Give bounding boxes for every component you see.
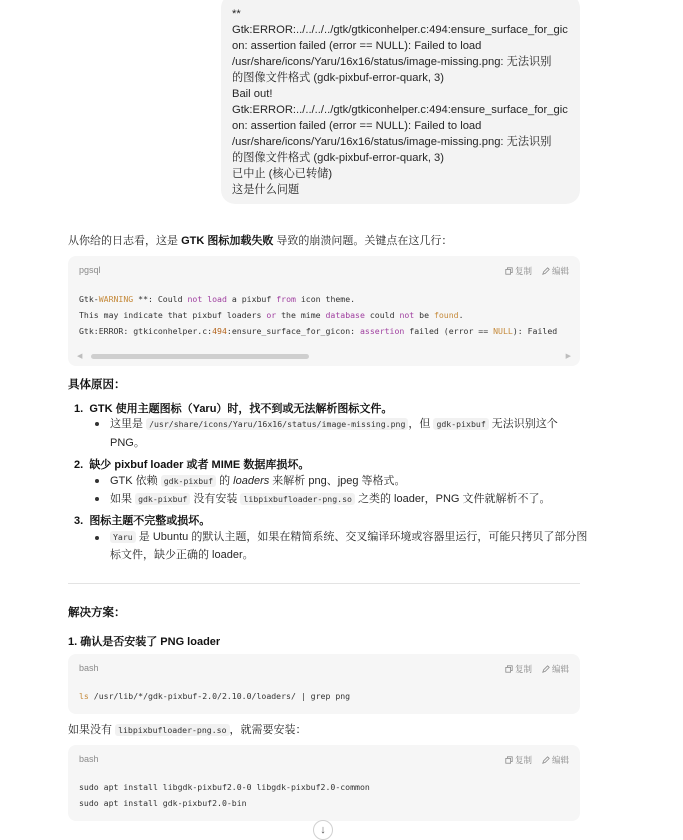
list-sub-item: GTK 依赖 gdk-pixbuf 的 loaders 来解析 png、jpeg 等格式。 [110, 475, 406, 487]
code-line: Gtk:ERROR: gtkiconhelper.c:494:ensure_surface_for_gicon: assertion failed (error == NULL): Failed [79, 326, 558, 336]
copy-button[interactable] [505, 663, 532, 675]
code-block-bash-1 [68, 654, 580, 714]
message-line: ** [232, 8, 241, 20]
intro-suffix: 导致的崩溃问题。关键点在这几行： [273, 235, 453, 247]
edit-label: 编辑 [551, 755, 569, 765]
copy-label: 复制 [514, 266, 532, 276]
code-language-label: pgsql [79, 265, 101, 275]
list-sub-item: Yaru 是 Ubuntu 的默认主题，如果在精简系统、交叉编译环境或容器里运行，可能只拷贝了部分图 [110, 528, 587, 546]
code-block-bash-2 [68, 745, 580, 821]
horizontal-scrollbar[interactable] [79, 352, 569, 360]
scroll-to-bottom-button[interactable] [313, 820, 333, 840]
bullet-dot [95, 422, 99, 426]
message-line: /usr/share/icons/Yaru/16x16/status/image-missing.png: 无法识别 [232, 136, 552, 148]
edit-button[interactable] [542, 663, 569, 675]
edit-button[interactable] [542, 754, 569, 766]
copy-icon [505, 267, 513, 275]
message-line: /usr/share/icons/Yaru/16x16/status/image-missing.png: 无法识别 [232, 56, 552, 68]
bullet-dot [95, 497, 99, 501]
code-line: sudo apt install libgdk-pixbuf2.0-0 libgdk-pixbuf2.0-common [79, 782, 370, 792]
copy-button[interactable] [505, 265, 532, 277]
list-sub-item-cont: 标文件，缺少正确的 loader。 [110, 549, 254, 561]
user-message-bubble [221, 0, 580, 204]
intro-prefix: 从你给的日志看，这是 [68, 235, 182, 247]
list-item: 2. 缺少 pixbuf loader 或者 MIME 数据库损坏。 [74, 459, 310, 471]
code-line: Gtk-WARNING **: Could not load a pixbuf from icon theme. [79, 294, 356, 304]
list-item: 1. GTK 使用主题图标（Yaru）时，找不到或无法解析图标文件。 [74, 403, 393, 415]
solution-heading: 解决方案： [68, 607, 126, 619]
message-line: on: assertion failed (error == NULL): Failed to load [232, 120, 482, 132]
edit-button[interactable] [542, 265, 569, 277]
bullet-dot [95, 479, 99, 483]
code-language-label: bash [79, 754, 99, 764]
code-line: sudo apt install gdk-pixbuf2.0-bin [79, 798, 247, 808]
code-line: ls /usr/lib/*/gdk-pixbuf-2.0/2.10.0/loaders/ | grep png [79, 691, 351, 701]
list-sub-item: 这里是 /usr/share/icons/Yaru/16x16/status/image-missing.png ，但 gdk-pixbuf 无法识别这个 [110, 418, 558, 430]
message-line: 的图像文件格式 (gdk-pixbuf-error-quark, 3) [232, 72, 444, 84]
copy-label: 复制 [514, 664, 532, 674]
code-actions [505, 663, 569, 675]
message-line: Bail out! [232, 88, 273, 100]
arrow-down-icon: ↓ [320, 823, 326, 836]
copy-label: 复制 [514, 755, 532, 765]
message-line: 这是什么问题 [232, 184, 300, 196]
scroll-left-icon[interactable]: ◀ [77, 353, 83, 360]
list-sub-item: 如果 gdk-pixbuf 没有安装 libpixbufloader-png.so 之类的 loader，PNG 文件就解析不了。 [110, 493, 551, 505]
edit-label: 编辑 [551, 664, 569, 674]
edit-label: 编辑 [551, 266, 569, 276]
message-line: 已中止 (核心已转储) [232, 168, 333, 180]
message-line: Gtk:ERROR:../../../../gtk/gtkiconhelper.c:494:ensure_surface_for_gic [232, 24, 568, 36]
pencil-icon [542, 665, 550, 673]
pencil-icon [542, 756, 550, 764]
code-line: This may indicate that pixbuf loaders or the mime database could not be found. [79, 310, 464, 320]
intro-paragraph [68, 233, 452, 249]
pencil-icon [542, 267, 550, 275]
code-block-pgsql [68, 256, 580, 366]
list-sub-item-cont: PNG。 [110, 437, 145, 449]
divider [68, 583, 580, 584]
scrollbar-thumb[interactable] [91, 354, 309, 359]
copy-button[interactable] [505, 754, 532, 766]
message-line: on: assertion failed (error == NULL): Failed to load [232, 40, 482, 52]
bullet-dot [95, 536, 99, 540]
copy-icon [505, 665, 513, 673]
code-language-label: bash [79, 663, 99, 673]
causes-heading: 具体原因： [68, 379, 126, 391]
install-note: 如果没有 libpixbufloader-png.so ，就需要安装： [68, 724, 307, 736]
step-1-heading: 1. 确认是否安装了 PNG loader [68, 636, 221, 648]
user-message-text [232, 6, 577, 198]
message-line: 的图像文件格式 (gdk-pixbuf-error-quark, 3) [232, 152, 444, 164]
scroll-right-icon[interactable]: ▶ [565, 353, 571, 360]
intro-bold: GTK 图标加载失败 [181, 235, 274, 247]
list-item: 3. 图标主题不完整或损坏。 [74, 515, 211, 527]
code-actions [505, 754, 569, 766]
message-line: Gtk:ERROR:../../../../gtk/gtkiconhelper.c:494:ensure_surface_for_gic [232, 104, 568, 116]
code-actions [505, 265, 569, 277]
copy-icon [505, 756, 513, 764]
